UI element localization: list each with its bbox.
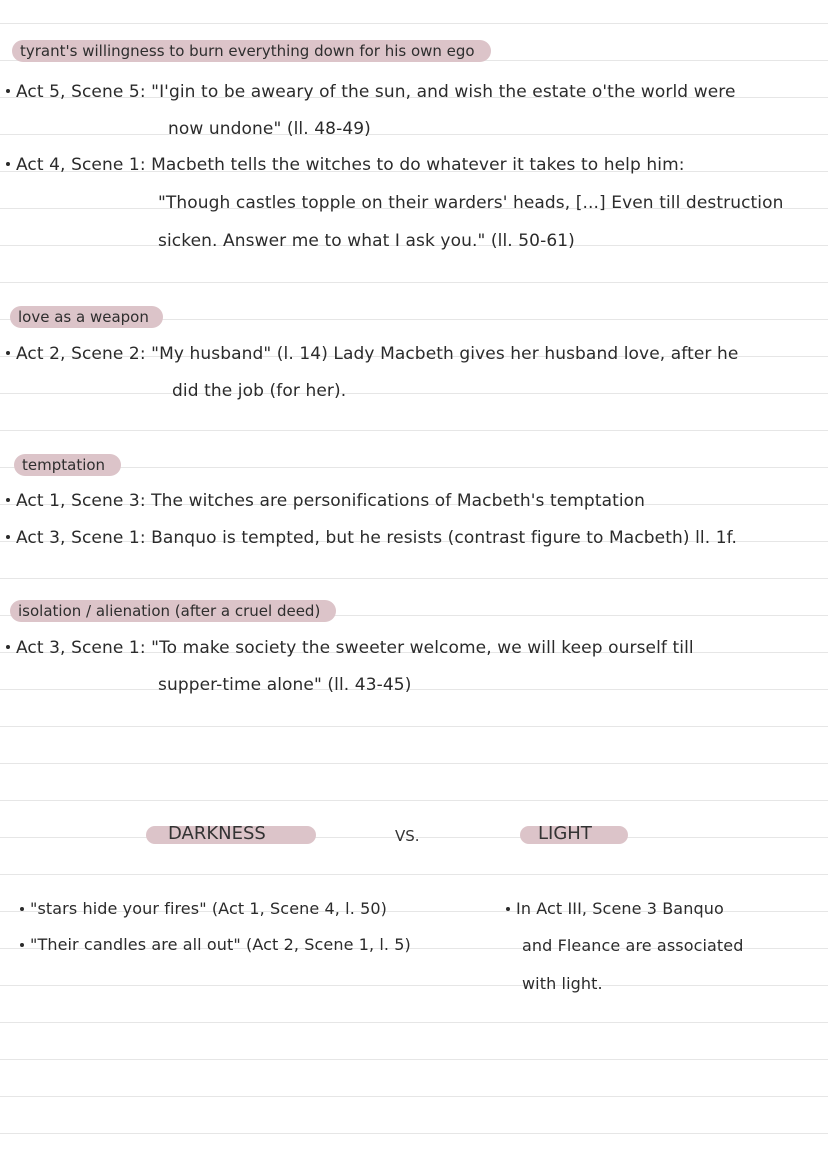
section-heading-love: love as a weapon: [10, 306, 163, 328]
love-item-1-line-1: Act 2, Scene 2: "My husband" (l. 14) Lady Macbeth gives her husband love, after he: [6, 342, 738, 366]
light-item-line-3: with light.: [522, 974, 603, 993]
section-heading-temptation: temptation: [14, 454, 121, 476]
bullet-icon: [6, 498, 10, 502]
darkness-item-1: "stars hide your fires" (Act 1, Scene 4, l. 50): [20, 897, 387, 921]
light-item-line-1: In Act III, Scene 3 Banquo: [506, 897, 724, 921]
section-heading-tyrant: tyrant's willingness to burn everything down for his own ego: [12, 40, 491, 62]
darkness-item-2: "Their candles are all out" (Act 2, Scene 1, l. 5): [20, 933, 411, 957]
bullet-icon: [6, 645, 10, 649]
bullet-icon: [6, 89, 10, 93]
darkness-title: DARKNESS: [168, 823, 266, 844]
tyrant-item-2-line-2: "Though castles topple on their warders' heads, [...] Even till destruction: [158, 193, 784, 213]
bullet-icon: [6, 351, 10, 355]
bullet-icon: [20, 943, 24, 947]
bullet-icon: [6, 535, 10, 539]
section-heading-isolation: isolation / alienation (after a cruel deed): [10, 600, 336, 622]
bullet-icon: [6, 162, 10, 166]
bullet-icon: [20, 907, 24, 911]
light-item-line-2: and Fleance are associated: [522, 936, 744, 955]
tyrant-item-1-line-1: Act 5, Scene 5: "I'gin to be aweary of the sun, and wish the estate o'the world were: [6, 80, 736, 104]
tyrant-item-2-line-3: sicken. Answer me to what I ask you." (ll. 50-61): [158, 231, 575, 251]
isolation-item-1-line-2: supper-time alone" (ll. 43-45): [158, 675, 412, 695]
temptation-item-2: Act 3, Scene 1: Banquo is tempted, but he resists (contrast figure to Macbeth) ll. 1f.: [6, 526, 737, 550]
tyrant-item-2-line-1: Act 4, Scene 1: Macbeth tells the witches to do whatever it takes to help him:: [6, 153, 685, 177]
temptation-item-1: Act 1, Scene 3: The witches are personifications of Macbeth's temptation: [6, 489, 645, 513]
light-title: LIGHT: [538, 823, 592, 844]
love-item-1-line-2: did the job (for her).: [172, 381, 347, 401]
bullet-icon: [506, 907, 510, 911]
tyrant-item-1-line-2: now undone" (ll. 48-49): [168, 119, 371, 139]
versus-label: VS.: [395, 827, 420, 845]
isolation-item-1-line-1: Act 3, Scene 1: "To make society the sweeter welcome, we will keep ourself till: [6, 636, 694, 660]
